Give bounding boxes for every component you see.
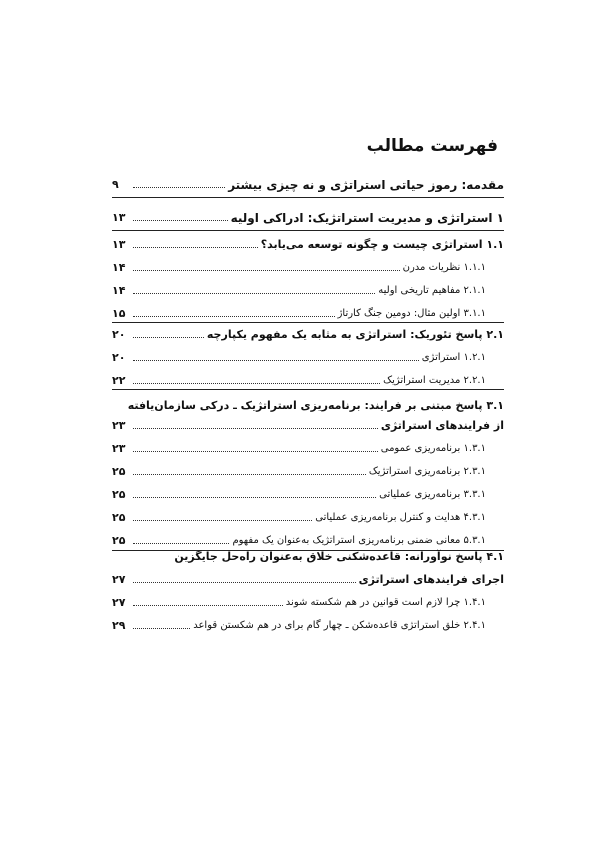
toc-leader-dots (133, 451, 378, 452)
toc-leader-dots (133, 520, 312, 521)
section-divider (112, 197, 504, 198)
toc-entry-label: ۴.۳.۱ هدایت و کنترل برنامه‌ریزی عملیاتی (315, 512, 486, 523)
toc-entry-label: مقدمه: رموز حیاتی استراتژی و نه چیزی بیشتر (228, 178, 504, 192)
toc-entry-label: ۲.۳.۱ برنامه‌ریزی استراتژیک (368, 466, 486, 477)
section-divider (112, 389, 504, 390)
toc-entry-3-1-line2[interactable] (112, 413, 504, 433)
toc-leader-dots (133, 270, 400, 271)
toc-entry-3-3-1[interactable] (112, 482, 504, 502)
section-divider (112, 230, 504, 231)
toc-page-number: ۱۴ (112, 284, 126, 297)
toc-entry-4-1-line2[interactable] (112, 567, 504, 587)
toc-leader-dots (133, 474, 366, 475)
toc-page-number: ۲۷ (112, 596, 126, 609)
toc-entry-introduction[interactable] (112, 172, 504, 192)
toc-entry-label: از فرایندهای استراتژی (380, 419, 504, 432)
toc-entry-1-1-1[interactable] (112, 255, 504, 275)
toc-leader-dots (133, 293, 375, 294)
toc-entry-label: ۲.۲.۱ مدیریت استراتژیک (383, 375, 486, 386)
toc-entry-2-3-1[interactable] (112, 459, 504, 479)
toc-entry-2-1-1[interactable] (112, 278, 504, 298)
toc-leader-dots (133, 628, 190, 629)
toc-leader-dots (133, 497, 376, 498)
toc-page-number: ۱۳ (112, 211, 126, 224)
toc-leader-dots (133, 247, 258, 248)
toc-entry-1-2-1[interactable] (112, 345, 504, 365)
toc-entry-1-4-1[interactable] (112, 590, 504, 610)
toc-entry-3-1-1[interactable] (112, 301, 504, 321)
toc-entry-2-4-1[interactable] (112, 613, 504, 633)
toc-leader-dots (133, 383, 380, 384)
toc-page-number: ۲۵ (112, 511, 126, 524)
toc-entry-label: ۱.۳.۱ برنامه‌ریزی عمومی (380, 443, 486, 454)
toc-entry-4-3-1[interactable] (112, 505, 504, 525)
toc-page-number: ۲۰ (112, 328, 126, 341)
toc-leader-dots (133, 582, 356, 583)
toc-page-number: ۲۵ (112, 534, 126, 547)
toc-leader-dots (133, 605, 283, 606)
toc-leader-dots (133, 220, 228, 221)
page-title: فهرست مطالب (366, 136, 498, 156)
toc-page-number: ۲۵ (112, 465, 126, 478)
toc-entry-label: ۲.۴.۱ خلق استراتژی قاعده‌شکن ـ چهار گام برای در هم شکستن قواعد (193, 620, 486, 631)
toc-page-number: ۲۹ (112, 619, 126, 632)
toc-entry-2-2-1[interactable] (112, 368, 504, 388)
toc-entry-1-3-1[interactable] (112, 436, 504, 456)
toc-entry-label: ۱.۲.۱ استراتژی (421, 352, 486, 363)
toc-entry-chapter-1[interactable] (112, 205, 504, 225)
toc-page-number: ۲۳ (112, 419, 126, 432)
toc-leader-dots (133, 337, 204, 338)
toc-page-number: ۲۳ (112, 442, 126, 455)
toc-entry-label: ۴.۱ پاسخ نوآورانه: قاعده‌شکنی خلاق به‌عنوان راه‌حل جایگزین (174, 550, 504, 563)
toc-entry-label: ۱ استراتژی و مدیریت استراتژیک: ادراکی اولیه (230, 211, 504, 225)
toc-entry-label: ۲.۱.۱ مفاهیم تاریخی اولیه (378, 285, 486, 296)
toc-leader-dots (133, 187, 225, 188)
toc-leader-dots (133, 316, 335, 317)
toc-page-number: ۱۳ (112, 238, 126, 251)
toc-entry-label: ۳.۳.۱ برنامه‌ریزی عملیاتی (379, 489, 486, 500)
toc-page-number: ۲۵ (112, 488, 126, 501)
toc-entry-3-1-line1[interactable] (112, 393, 504, 413)
toc-page-number: ۱۴ (112, 261, 126, 274)
toc-entry-label: ۳.۱ پاسخ مبتنی بر فرایند: برنامه‌ریزی استراتژیک ـ درکی سازمان‌یافته (127, 399, 504, 412)
toc-entry-2-1[interactable] (112, 322, 504, 342)
toc-leader-dots (133, 360, 419, 361)
toc-page-number: ۹ (112, 178, 119, 191)
toc-entry-label: ۵.۳.۱ معانی ضمنی برنامه‌ریزی استراتژیک به‌عنوان یک مفهوم (232, 535, 486, 546)
toc-page-number: ۲۲ (112, 374, 126, 387)
toc-entry-label: ۱.۱.۱ نظریات مدرن (402, 262, 486, 273)
toc-page-number: ۲۷ (112, 573, 126, 586)
toc-entry-1-1[interactable] (112, 232, 504, 252)
toc-entry-label: ۱.۱ استراتژی چیست و چگونه توسعه می‌یابد؟ (260, 238, 504, 251)
toc-entry-4-1-line1[interactable] (112, 544, 504, 564)
toc-entry-label: اجرای فرایندهای استراتژی (358, 573, 504, 586)
toc-page-number: ۱۵ (112, 307, 126, 320)
toc-entry-label: ۲.۱ پاسخ تئوریک: استراتژی به مثابه یک مفهوم یکپارچه (206, 328, 504, 341)
toc-page-number: ۲۰ (112, 351, 126, 364)
toc-entry-label: ۱.۴.۱ چرا لازم است قوانین در هم شکسته شوند (285, 597, 486, 608)
toc-leader-dots (133, 428, 378, 429)
toc-entry-label: ۳.۱.۱ اولین مثال: دومین جنگ کارتاژ (337, 308, 486, 319)
